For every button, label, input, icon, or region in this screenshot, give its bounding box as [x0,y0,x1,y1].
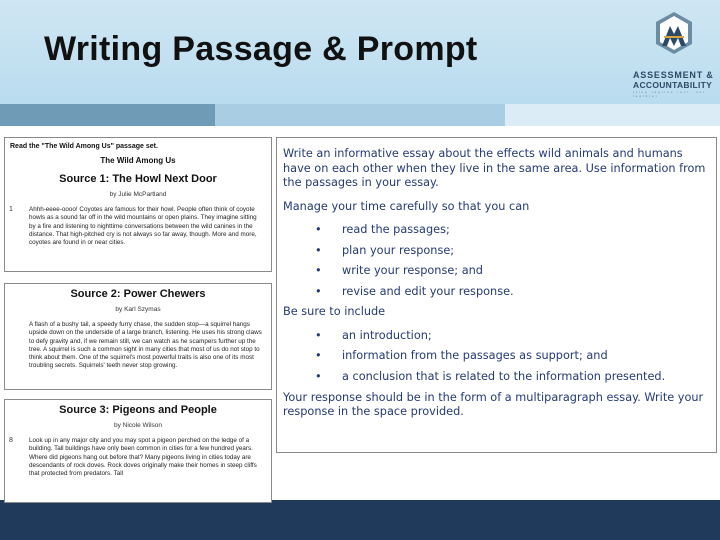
source-1-paragraph [9,206,265,247]
include-list [283,329,710,385]
logo-line-2: ACCOUNTABILITY [633,80,713,90]
logo-wordmark [633,70,720,98]
source-3-panel [4,399,272,503]
source-1-byline: by Julie McPartland [109,191,167,198]
list-item: • write your response; and [283,264,710,279]
slide-title: Writing Passage & Prompt [44,30,478,68]
writing-prompt-panel [276,137,717,453]
source-3-byline: by Nicole Wilson [113,422,163,429]
logo-line-3: (fine tagline text, not legible) [633,90,707,98]
prompt-include-intro: Be sure to include [283,305,386,319]
prompt-manage-intro: Manage your time carefully so that you can [283,199,530,213]
list-item: • an introduction; [283,329,710,344]
list-item: • plan your response; [283,244,710,259]
passage-set-intro: Read the "The Wild Among Us" passage set. [10,143,158,150]
source-2-text: A flash of a bushy tail, a speedy furry chase, the sudden stop—a squirrel hangs upside down on the underside of a large branch, listening. He uses his strong claws to defy gravity and, if we remain still, we can watch as he scampers further up the tree. A squirrel is such a common sight in many cities that most of us do not stop to think about them. One of the squirrel's most powerful traits is also one of its most troubling secrets. Squirrels' teeth never stop growing. [29,321,262,370]
logo-line-1: ASSESSMENT & [633,70,714,80]
list-item: • read the passages; [283,223,710,238]
prompt-closing: Your response should be in the form of a multiparagraph essay. Write your response in the space provided. [283,390,704,419]
source-1-title: Source 1: The Howl Next Door [59,173,217,185]
paragraph-number: 1 [9,206,13,213]
header-accent-dark [0,104,215,126]
source-3-paragraph [9,437,265,478]
header-accent-mid [215,104,505,126]
source-2-paragraph [29,321,265,371]
source-2-panel [4,283,272,390]
list-item: • information from the passages as support; and [283,349,710,364]
bottom-bar [0,500,720,540]
source-3-title: Source 3: Pigeons and People [59,404,217,416]
source-3-text: Look up in any major city and you may spot a pigeon perched on the ledge of a building. Tall buildings have only been common in cities for a few hundred years. Where did pigeons hang out before that? Many pigeons living in cities today are descendants of rock doves. Rock doves originally make their homes in steep cliffs that protected from predators. Tall [29,437,257,478]
paragraph-number: 8 [9,437,13,444]
list-item: • a conclusion that is related to the information presented. [283,370,710,385]
source-2-title: Source 2: Power Chewers [70,288,206,300]
source-2-byline: by Karl Szymas [115,306,161,313]
source-1-panel [4,137,272,272]
header-accent-bar [0,104,720,126]
prompt-task: Write an informative essay about the effects wild animals and humans have on each other when they live in the same area. Use information from the passages in your essay. [283,147,706,189]
manage-list [283,223,710,299]
source-1-text: Ahhh-eeee-oooo! Coyotes are famous for their howl. People often think of coyote howls as a sound far off in the wild mountains or open plains. They imagine sitting by a fire and listening to nighttime conversations between the wild canines in the distance. That high-pitched cry is not always so far away, though. More and more, coyotes are found in or near cities. [29,206,257,247]
list-item: • revise and edit your response. [283,285,710,300]
passage-set-title: The Wild Among Us [100,156,176,165]
